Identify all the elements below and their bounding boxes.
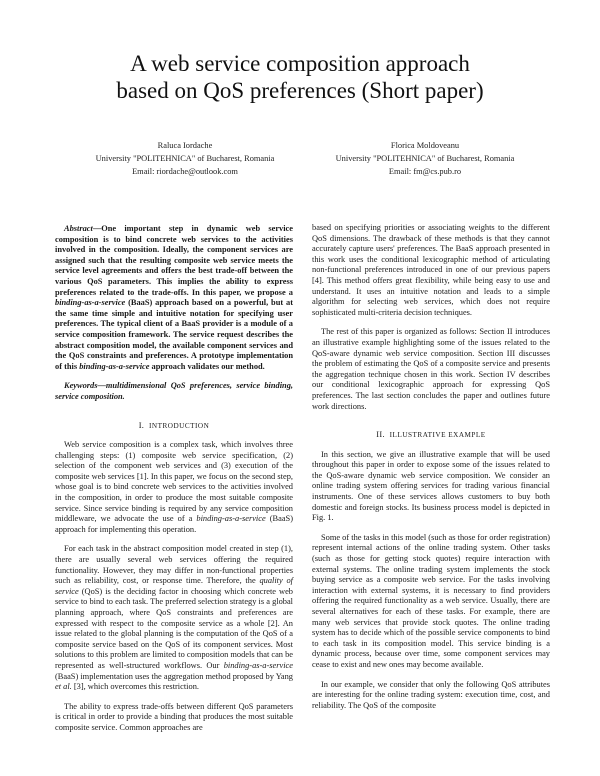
intro-paragraph-3-continued: based on specifying priorities or associating weights to the different QoS dimensions. The drawback of these methods is that they cannot accurately capture users' preferences. The BaaS approach presented in this work uses the conditional lexicographic method of articulating non-functional preferences introduced in one of our previous papers [4]. This method offers great flexibility, while being easy to use and understand. It uses an intuitive notation and leads to a simple algorithm for selecting web services, which does not require sophisticated multi-criteria decision techniques.	[312, 223, 550, 317]
abstract-text: (BaaS) approach based on a powerful, but at the same time simple and intuitive notation for specifying user preferences. The typical client of a BaaS provider is a module of a service composition framework. The service request describes the abstract composition model, the available component services and the QoS constraints and preferences. A prototype implementation of this	[55, 298, 293, 371]
paragraph-text: (QoS) is the deciding factor in choosing which concrete web service to bind to each task. The preferred selection strategy is a global planning approach, where QoS constraints and preferences are expressed with respect to the composite service as a whole [2]. An issue related to the global planning is the computation of the QoS of a composite service based on the QoS of its component services. Most solutions to this problem are limited to composition models that can be represented as well-structured workflows. Our	[55, 586, 293, 670]
paragraph-text: (BaaS) approach for implementing this operation.	[55, 514, 293, 534]
keywords-label: Keywords	[64, 381, 98, 391]
author-affiliation: University "POLITEHNICA" of Bucharest, Romania	[335, 154, 515, 163]
emphasis-term: quality of service	[55, 576, 294, 596]
example-paragraph-2: Some of the tasks in this model (such as those for order registration) represent internal actions of the online trading system. Other tasks (such as those for getting stock quotes) require interaction with external systems. The online trading system implements the stock buying service as a composite web service. For the tasks involving interaction with external systems, it is necessary to find providers offering the required functionality as a web service. Usually, there are several alternatives for each of these tasks. For example, there are many web services that provide stock quotes. The online trading system has to decide which of the possible service components to bind to each task in its composition model. This service binding is a dynamic process, because over time, some component services may cease to exist and new ones may become available.	[312, 532, 550, 669]
author-email: Email: riordache@outlook.com	[132, 167, 238, 176]
abstract-term: binding-as-a-service	[79, 361, 150, 371]
author-block-1	[55, 139, 315, 178]
author-name: Raluca Iordache	[157, 141, 213, 150]
author-email: Email: fm@cs.pub.ro	[388, 167, 462, 176]
section-title: INTRODUCTION	[148, 421, 210, 430]
paragraph-text: For each task in the abstract composition model created in step (1), there are usually several web services offering the required functionality. However, they may differ in non-functional properties such as reliability, cost, or response time. Therefore, the	[55, 544, 293, 586]
emphasis-term: binding-as-a-service	[196, 514, 266, 524]
paper-title	[0, 50, 600, 104]
author-affiliation: University "POLITEHNICA" of Bucharest, Romania	[95, 154, 275, 163]
example-paragraph-1: In this section, we give an illustrative example that will be used throughout this paper in order to expose some of the issues related to the QoS-aware dynamic web service composition. We consider an online trading system offering services for trading various financial instruments. One of these services allows customers to buy both domestic and foreign stocks. Its business process model is depicted in Fig. 1.	[312, 449, 550, 523]
section-title: ILLUSTRATIVE EXAMPLE	[389, 431, 486, 440]
section-number: II.	[376, 430, 385, 440]
abstract-label: Abstract	[64, 224, 93, 233]
intro-paragraph-3: The ability to express trade-offs between different QoS parameters is critical in order to provide a binding that produces the most suitable composite service. Common approaches are	[55, 701, 293, 732]
paragraph-text: Web service composition is a complex task, which involves three challenging steps: (1) composite web service specification, (2) selection of the component web services and (3) execution of the composite web services [1]. In this paper, we focus on the second step, whose goal is to bind concrete web services to the activities involved in the composition, in order to produce the most suitable composite service. Since service binding is required by any service composition middleware, we advocate the use of a	[55, 440, 293, 524]
left-column	[55, 224, 293, 743]
section-heading-introduction	[55, 421, 293, 432]
paragraph-text: (BaaS) implementation uses the aggregation method proposed by Yang	[55, 671, 293, 681]
author-name: Florica Moldoveanu	[390, 141, 460, 150]
paragraph-text: [3], which overcomes this restriction.	[71, 682, 199, 692]
example-paragraph-3: In our example, we consider that only the following QoS attributes are interesting for the online trading system: execution time, cost, and reliability. The QoS of the composite	[312, 679, 550, 710]
abstract	[55, 224, 293, 372]
author-block-2	[295, 139, 555, 178]
title-line-1: A web service composition approach	[130, 51, 470, 76]
title-line-2: based on QoS preferences (Short paper)	[116, 78, 484, 103]
abstract-text: approach validates our method.	[149, 361, 265, 371]
emphasis-term: binding-as-a-service	[223, 660, 293, 670]
keywords-text: —multidimensional QoS preferences, service binding, service composition.	[55, 381, 293, 401]
abstract-text: —One important step in dynamic web service composition is to bind concrete web services to the activities involved in the composition. Ideally, the component services are assigned such that the resulting composite web service meets the service level agreements and offers the best trade-off between the various QoS parameters. This implies the ability to express preferences related to the trade-offs. In this paper, we propose a	[55, 224, 293, 297]
intro-paragraph-4: The rest of this paper is organized as follows: Section II introduces an illustrative example highlighting some of the issues related to the QoS-aware dynamic web service composition. Section III discusses the problem of estimating the QoS of a composite service and presents the aggregation technique chosen in this work. Section IV describes our conditional lexicographic approach for expressing QoS preferences. The last section concludes the paper and outlines future work directions.	[312, 327, 550, 411]
right-column	[312, 223, 550, 720]
section-heading-illustrative-example	[312, 430, 550, 441]
intro-paragraph-2	[55, 544, 293, 692]
keywords	[55, 381, 293, 402]
emphasis-term: et al.	[55, 682, 72, 692]
intro-paragraph-1	[55, 440, 293, 535]
abstract-term: binding-as-a-service	[55, 298, 126, 308]
section-number: I.	[138, 420, 145, 430]
